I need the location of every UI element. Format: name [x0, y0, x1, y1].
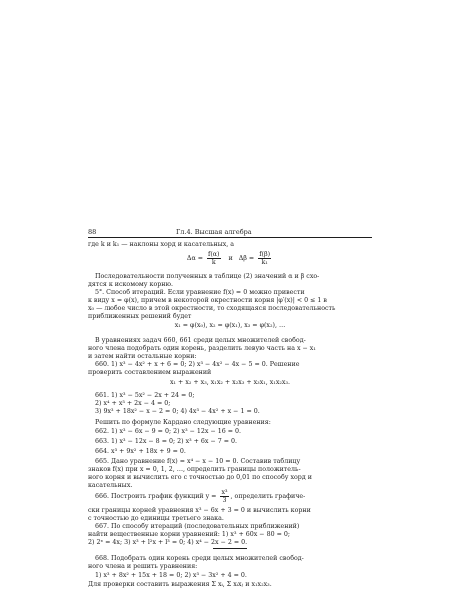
- text-line: ного члена подобрать один корень, разделить левую часть на x − x₁: [88, 345, 316, 352]
- header-rule: [88, 237, 372, 238]
- text-line: знаков f(x) при x = 0, 1, 2, …, определить границы положитель-: [88, 466, 301, 473]
- text-line: Для проверки составить выражения Σ xᵢ, Σ xᵢxⱼ и x₁x₂x₃.: [88, 581, 272, 588]
- text-line: ного члена и решить уравнения:: [88, 563, 198, 570]
- text-line: ски границы корней уравнения x³ − 6x + 3 = 0 и вычислить корни: [88, 507, 311, 514]
- problem-665: 665. Дано уравнение f(x) = x⁴ − x − 10 = 0. Составив таблицу: [95, 458, 301, 465]
- problem-667: 667. По способу итераций (последовательных приближений): [95, 523, 300, 530]
- text-line: Решить по формуле Кардано следующие уравнения:: [95, 419, 271, 426]
- problem-668: 668. Подобрать один корень среди целых множителей свобод-: [95, 555, 304, 562]
- text-line: дятся к искомому корню.: [88, 281, 173, 288]
- running-header: Гл.4. Высшая алгебра: [176, 228, 252, 236]
- text-line: 2) 2ˣ = 4x; 3) x³ + l²x + l³ = 0; 4) x⁴ − 2x − 2 = 0.: [88, 539, 248, 546]
- text-line: где k и k₁ — наклоны хорд и касательных, а: [88, 241, 235, 248]
- formula-iterations: x₁ = φ(x₀), x₂ = φ(x₁), x₃ = φ(x₂), …: [174, 322, 286, 329]
- problem-662: 662. 1) x³ − 6x − 9 = 0; 2) x³ − 12x − 16 = 0.: [95, 428, 242, 435]
- text-line: В уравнениях задач 660, 661 среди целых множителей свобод-: [95, 337, 306, 344]
- text-line: касательных.: [88, 482, 133, 489]
- problem-661: 661. 1) x³ − 5x² − 2x + 24 = 0;: [95, 392, 195, 399]
- text-line: приближенных решений будет: [88, 313, 192, 320]
- formula-symmetric: x₁ + x₂ + x₃, x₁x₂ + x₂x₃ + x₃x₁, x₁x₂x₃.: [169, 379, 291, 386]
- text-line: проверить составлением выражений: [88, 369, 212, 376]
- problem-660: 660. 1) x³ − 4x² + x + 6 = 0; 2) x³ − 4x² − 4x − 5 = 0. Решение: [95, 361, 300, 368]
- text-line: Последовательности полученных в таблице (2) значений α и β схо-: [95, 273, 320, 280]
- text-line: 1) x³ + 8x² + 15x + 18 = 0; 2) x³ − 3x² + 4 = 0.: [95, 572, 247, 579]
- page-number: 88: [88, 228, 97, 236]
- text-line: 5°. Способ итераций. Если уравнение f(x) = 0 можно привести: [95, 289, 305, 296]
- text-line: и затем найти остальные корни:: [88, 353, 197, 360]
- text-line: ного корня и вычислить его с точностью до 0,01 по способу хорд и: [88, 474, 312, 481]
- text-line: найти вещественные корни уравнений: 1) x³ + 60x − 80 = 0;: [88, 531, 291, 538]
- problem-666: 666. Построить график функций y = $\frac{\text{x³}}{3}$ , определить графиче-: [95, 489, 306, 504]
- text-line: с точностью до единицы третьего знака.: [88, 515, 224, 522]
- section-separator: [213, 548, 247, 549]
- text-line: 2) x⁴ + x³ + 2x − 4 = 0;: [95, 400, 171, 407]
- text-line: x₀ — любое число в этой окрестности, то сходящаяся последовательность: [88, 305, 336, 312]
- problem-664: 664. x³ + 9x² + 18x + 9 = 0.: [95, 448, 186, 455]
- formula-deltas: Δα = $\frac{f(\alpha)}{k}$ и Δβ = $\frac{f(\beta)}{\text{k₁}}$: [186, 251, 271, 266]
- text-line: 3) 9x³ + 18x² − x − 2 = 0; 4) 4x³ − 4x² + x − 1 = 0.: [95, 408, 260, 415]
- problem-663: 663. 1) x³ − 12x − 8 = 0; 2) x³ + 6x − 7 = 0.: [95, 438, 238, 445]
- text-line: к виду x = φ(x), причем в некоторой окрестности корня |φ′(x)| < 0 ≤ 1 в: [88, 297, 327, 304]
